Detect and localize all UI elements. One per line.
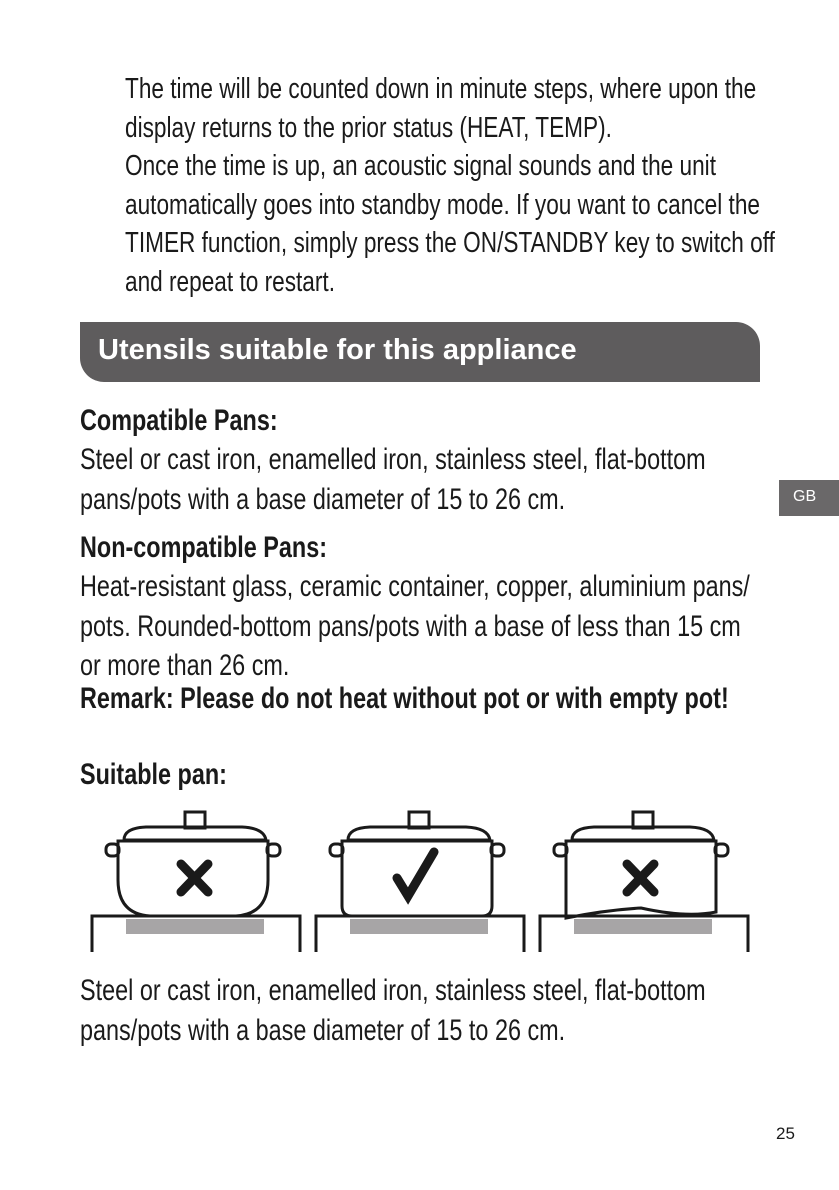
stove-3 (540, 916, 748, 952)
bottom-paragraph (80, 971, 706, 1050)
intro-line: and repeat to restart. (125, 265, 335, 298)
stove-2 (316, 916, 524, 952)
stove-1 (92, 916, 300, 952)
pot-3 (554, 812, 728, 918)
section-title: Utensils suitable for this appliance (98, 334, 577, 366)
language-tab-label: GB (793, 488, 817, 505)
intro-line: TIMER function, simply press the ON/STANDBY key to switch off (125, 227, 775, 259)
compatible-heading: Compatible Pans: (80, 404, 278, 437)
bottom-line: pans/pots with a base diameter of 15 to 26 cm. (80, 1013, 566, 1047)
noncompatible-heading: Non-compatible Pans: (80, 531, 328, 564)
check-mark (397, 852, 434, 896)
noncompatible-line: Heat-resistant glass, ceramic container, copper, aluminium pans/ (80, 570, 750, 603)
intro-line: The time will be counted down in minute steps, where upon the (125, 73, 757, 105)
noncompatible-section (80, 531, 750, 686)
language-tab (779, 480, 839, 516)
suitable-heading: Suitable pan: (80, 758, 227, 791)
pot-2 (330, 812, 504, 916)
page-number: 25 (776, 1124, 795, 1143)
pot-1 (106, 812, 280, 916)
section-banner (80, 322, 760, 382)
intro-paragraph (125, 70, 775, 301)
cross-mark-1 (181, 864, 208, 892)
intro-line: automatically goes into standby mode. If you want to cancel the (125, 188, 760, 221)
intro-line: display returns to the prior status (HEAT, TEMP). (125, 111, 612, 144)
remark: Remark: Please do not heat without pot or with empty pot! (80, 682, 729, 715)
cross-mark-3 (627, 864, 654, 892)
compatible-line: pans/pots with a base diameter of 15 to 26 cm. (80, 482, 566, 516)
bottom-line: Steel or cast iron, enamelled iron, stainless steel, flat-bottom (80, 974, 706, 1007)
noncompatible-line: or more than 26 cm. (80, 649, 290, 682)
intro-line: Once the time is up, an acoustic signal sounds and the unit (125, 150, 716, 182)
compatible-section (80, 404, 706, 519)
compatible-line: Steel or cast iron, enamelled iron, stainless steel, flat-bottom (80, 443, 706, 476)
pan-illustration (86, 806, 756, 956)
noncompatible-line: pots. Rounded-bottom pans/pots with a base of less than 15 cm (80, 609, 741, 643)
